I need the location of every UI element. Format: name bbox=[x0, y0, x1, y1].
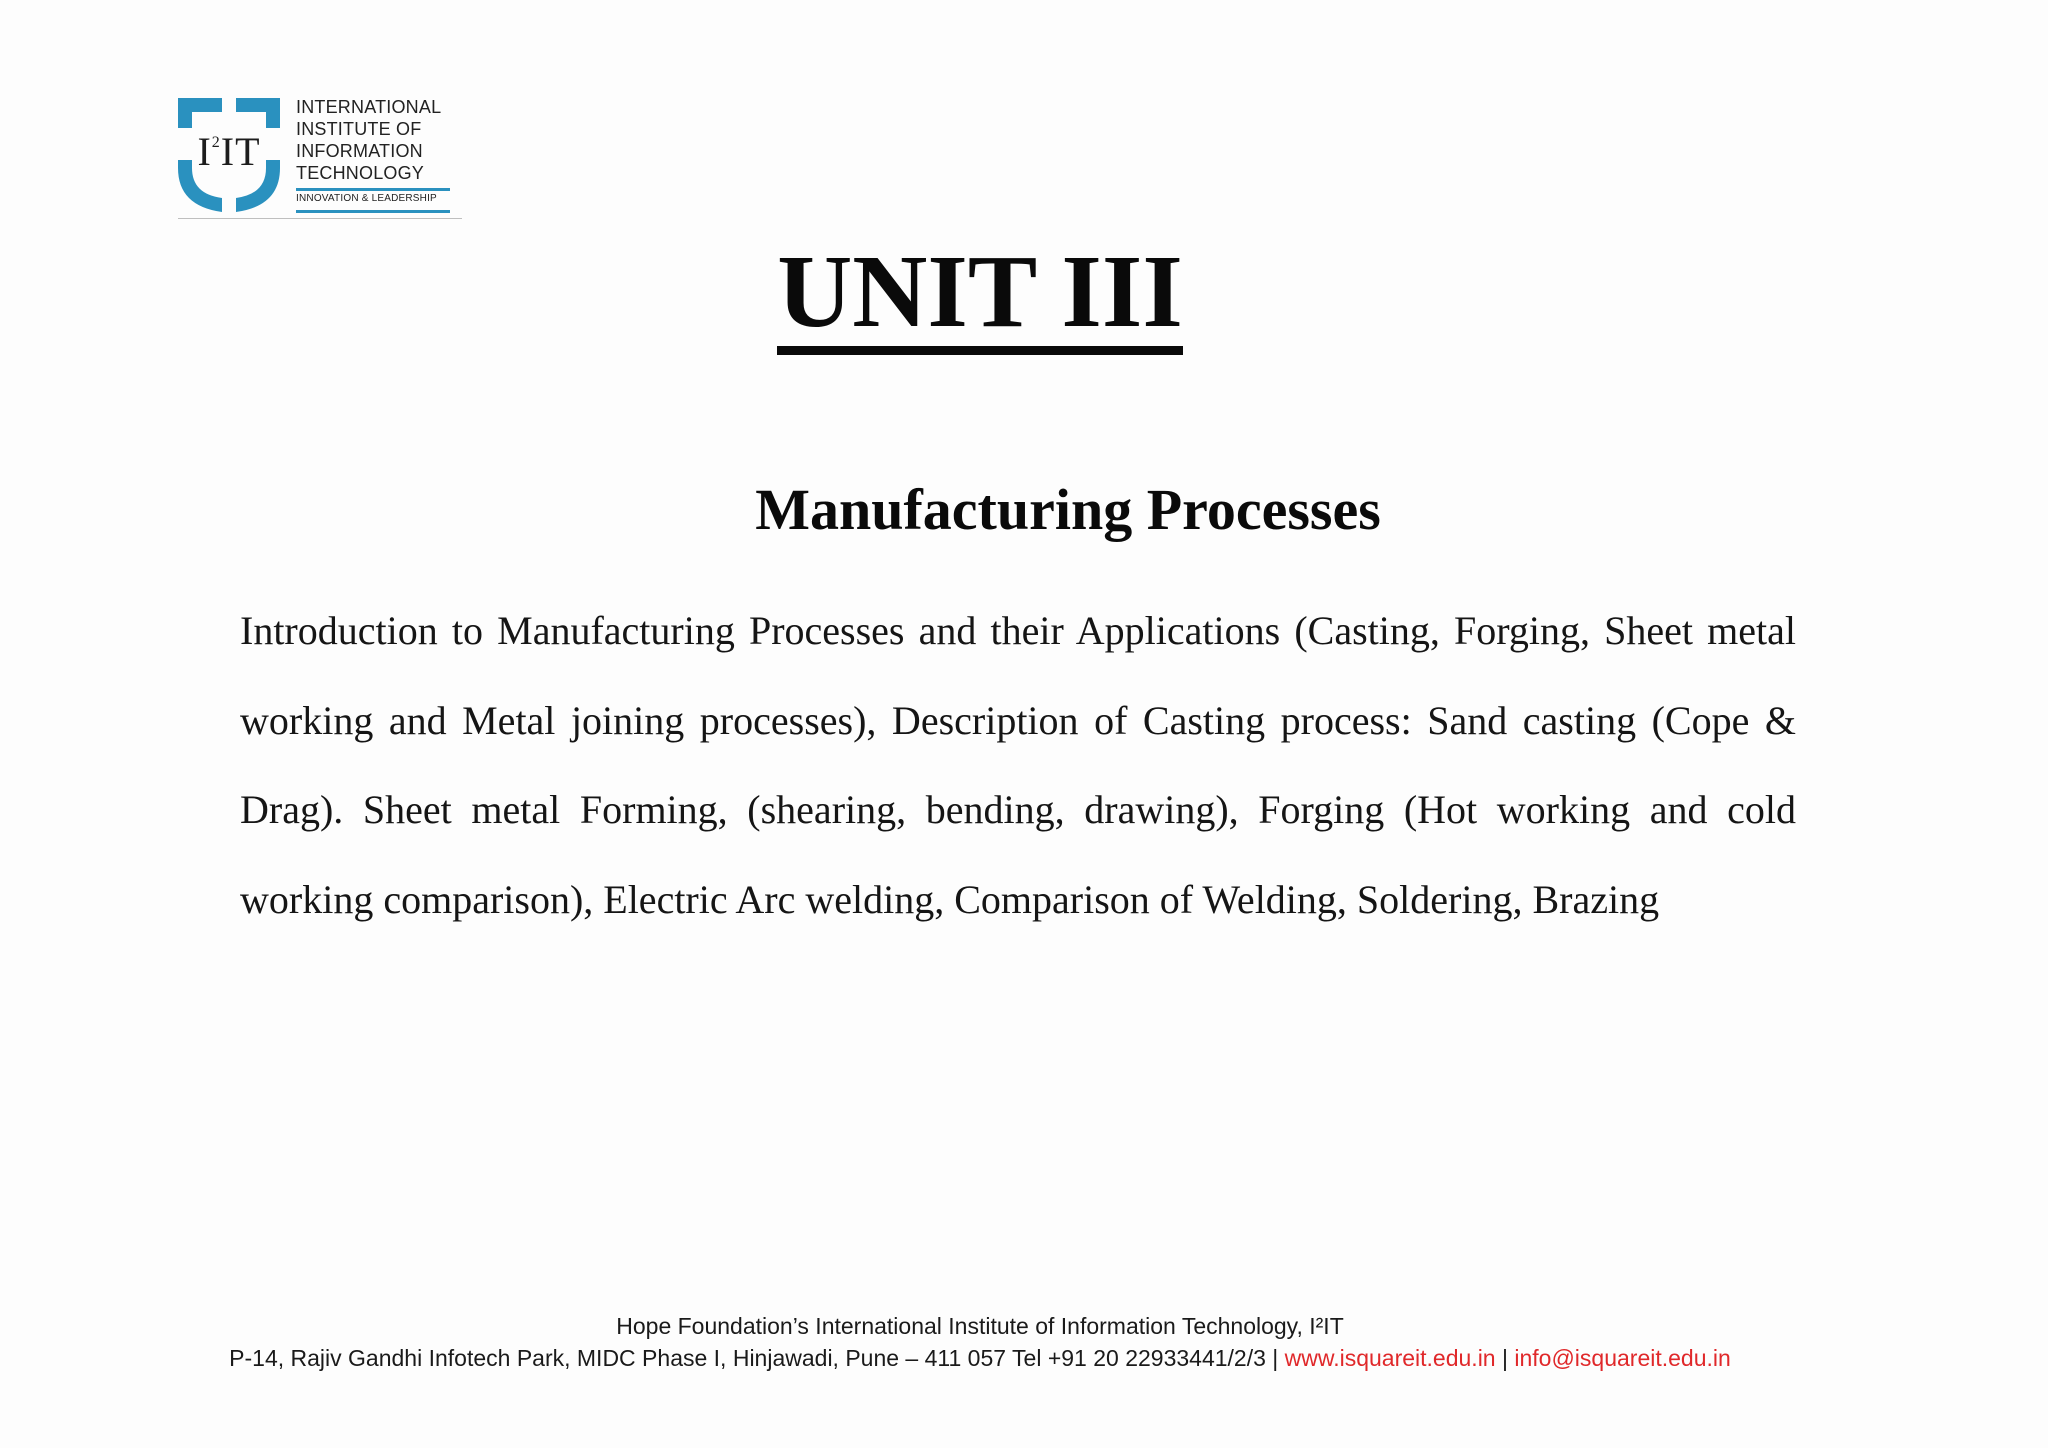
footer-institute-name: Hope Foundation’s International Institute of Information Technology, I²IT bbox=[616, 1313, 1344, 1339]
footer-contact-line bbox=[0, 1342, 1960, 1374]
syllabus-paragraph: Introduction to Manufacturing Processes and their Applications (Casting, Forging, Sheet metal working and Metal joining processes), Description of Casting process: Sand casting (Cope & Drag). Sheet metal Forming, (shearing, bending, drawing), Forging (Hot working and cold working comparison), Electric Arc welding, Comparison of Welding, Soldering, Brazing bbox=[240, 608, 1796, 922]
logo-tagline: INNOVATION & LEADERSHIP bbox=[296, 193, 437, 204]
unit-title-text: UNIT III bbox=[777, 240, 1183, 355]
logo-line-4: TECHNOLOGY bbox=[296, 163, 425, 183]
logo-baseline bbox=[178, 218, 462, 219]
logo-line-1: INTERNATIONAL bbox=[296, 97, 442, 117]
footer-separator: | bbox=[1272, 1345, 1279, 1371]
footer-separator: | bbox=[1502, 1345, 1508, 1371]
logo-emblem-text: $I^2IT$ bbox=[197, 129, 261, 174]
subject-title: Manufacturing Processes bbox=[755, 477, 1381, 542]
footer-address: P-14, Rajiv Gandhi Infotech Park, MIDC Phase I, Hinjawadi, Pune – 411 057 Tel +91 20 22933441/2/3 bbox=[229, 1345, 1266, 1371]
institute-logo bbox=[178, 92, 462, 220]
footer-website-link[interactable]: www.isquareit.edu.in bbox=[1284, 1345, 1496, 1371]
footer-email-link[interactable]: info@isquareit.edu.in bbox=[1514, 1345, 1731, 1371]
logo-wordmark bbox=[296, 96, 462, 184]
logo-divider bbox=[296, 210, 450, 213]
unit-title bbox=[0, 232, 1960, 355]
page-footer bbox=[0, 1310, 1960, 1374]
logo-line-2: INSTITUTE OF bbox=[296, 119, 422, 139]
logo-line-3: INFORMATION bbox=[296, 141, 423, 161]
logo-emblem-icon bbox=[178, 98, 280, 212]
logo-divider bbox=[296, 188, 450, 191]
